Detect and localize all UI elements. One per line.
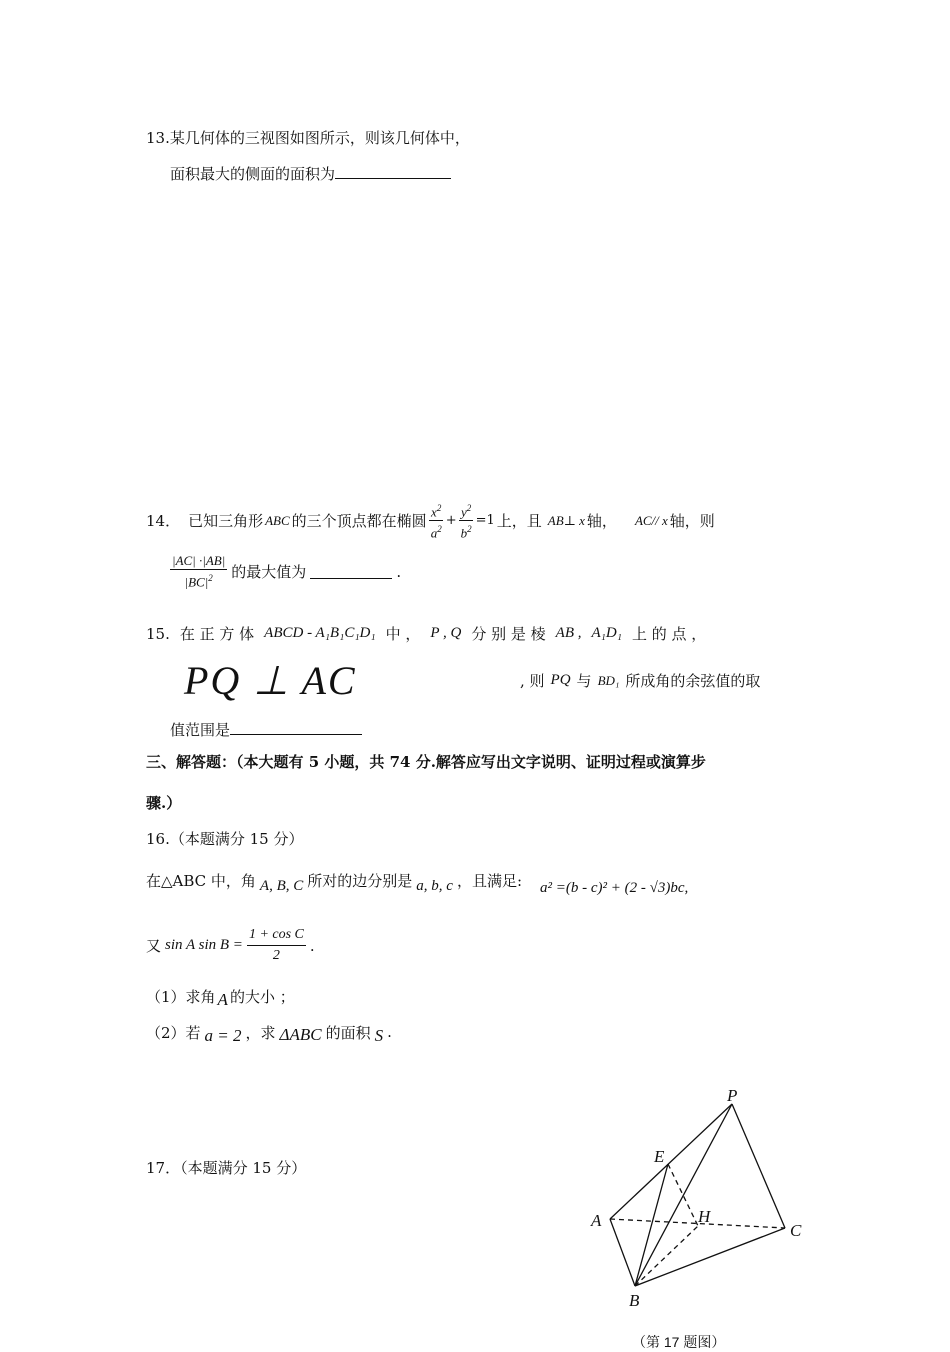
q14-text-d: 轴， [586, 512, 617, 531]
q16-text-b: 所对的边分别是 [307, 872, 413, 890]
q14-text-f: 的最大值为 [231, 563, 307, 582]
label-H: H [698, 1207, 711, 1226]
q15-text-g: 所成角的余弦值的取 [625, 672, 761, 690]
q16-angles: A, B, C [259, 878, 304, 894]
q15-text-h: 值范围是 [170, 721, 231, 739]
q14-line1: 14． 已知三角形 ABC 的三个顶点都在椭圆 $\frac{x^2}{a^2}$ + $\frac{y^2}{b^2}$ =1 上，且 AB⊥ x 轴， AC// x 轴，则 [146, 500, 715, 542]
q13-text2: 面积最大的侧面的面积为 [170, 165, 336, 183]
q14-text-e: 轴，则 [669, 512, 715, 531]
q14-line2 [170, 553, 401, 590]
q15-cube: ABCD - A₁B₁C₁D₁ [264, 625, 376, 641]
q17-header: 17．（本题满分 15 分） [146, 1159, 307, 1177]
q16-end: . [309, 936, 315, 955]
q15-bd1: BD₁ [597, 672, 620, 688]
q17-figure-caption: （第 17 题图） [632, 1334, 726, 1350]
q16-header: 16.（本题满分 15 分） [146, 830, 304, 848]
q15-text-e: , 则 [520, 672, 545, 690]
q16-part1-var: A [217, 990, 228, 1009]
q16-part2-s: S [374, 1026, 384, 1045]
edge-BH [635, 1226, 698, 1286]
q14-text-b: 的三个顶点都在椭圆 [291, 512, 427, 531]
label-A: A [591, 1211, 602, 1230]
q14-end: . [396, 562, 402, 581]
q14-ellipse-y-frac: $\frac{y^2}{b^2}$ [459, 500, 474, 542]
q16-part2 [146, 1018, 392, 1046]
q16-text-a: 在△ABC 中，角 [146, 872, 256, 890]
q16-sides: a, b, c [416, 878, 453, 894]
q17-tetrahedron-figure [580, 1074, 840, 1344]
q13-text: 某几何体的三视图如图所示，则该几何体中， [169, 129, 470, 147]
edge-EB [635, 1164, 668, 1286]
q15-big-formula: PQ ⊥ AC [184, 658, 357, 703]
q15-text-b: 中 ， [385, 625, 421, 643]
q15-number: 15. [146, 624, 170, 643]
q13-line2 [170, 163, 451, 184]
edge-PB [635, 1104, 732, 1286]
q16-equation: a² =(b - c)² + (2 - √3)bc, [540, 880, 689, 896]
label-E: E [654, 1147, 665, 1166]
q16-line1 [146, 864, 688, 897]
edge-BC [635, 1228, 785, 1286]
label-B: B [629, 1291, 640, 1310]
q15-answer-blank[interactable] [230, 720, 362, 735]
q16-part2-a: （2）若 [146, 1023, 201, 1042]
q13-answer-blank[interactable] [335, 164, 451, 179]
label-C: C [790, 1221, 802, 1240]
edge-PA [610, 1104, 732, 1219]
q15-pq: PQ [550, 672, 571, 688]
q15-ab: AB , [555, 625, 582, 641]
q15-text-d: 上 的 点 ， [631, 625, 707, 643]
edge-AB [610, 1219, 635, 1286]
q16-text-d: 又 [146, 937, 162, 955]
q15-text-c: 分 别 是 棱 [471, 625, 546, 643]
q14-ab-perp: AB⊥ x [547, 512, 585, 528]
q13-line1 [146, 127, 470, 148]
q15-line2 [184, 657, 760, 704]
section3-title-cont: 骤.） [146, 794, 182, 812]
section3-title: 三、解答题：（本大题有 5 小题，共 74 分.解答应写出文字说明、证明过程或演算步 [146, 753, 706, 771]
q16-sin-expr: sin A sin B = [165, 937, 243, 953]
q16-text-c: ，且满足: [456, 872, 523, 890]
q16-part2-tri: ΔABC [279, 1025, 322, 1044]
q13-number: 13. [146, 129, 170, 147]
q16-part1 [146, 982, 295, 1010]
q15-a1d1: A₁D₁ [591, 625, 622, 641]
q14-answer-blank[interactable] [310, 564, 392, 579]
q16-part2-b: ，求 [245, 1023, 276, 1042]
q14-ac-par: AC// x [634, 512, 668, 528]
q16-part2-eq: a = 2 [204, 1026, 242, 1045]
q14-text-c: 上，且 [496, 512, 542, 531]
q15-line3 [170, 719, 362, 740]
q16-cos-frac: $\frac{\text{1 + cos C}}{2}$ [248, 927, 304, 963]
label-P: P [727, 1086, 738, 1105]
q16-part1-b: 的大小 ； [229, 987, 295, 1006]
q14-ellipse-x-frac: $\frac{x^2}{a^2}$ [429, 500, 444, 542]
q16-part2-c: 的面积 [325, 1023, 371, 1042]
q15-text-a: 在 正 方 体 [179, 625, 255, 643]
q16-line2 [146, 925, 315, 966]
q14-text-a: 已知三角形 [188, 512, 264, 531]
q14-abc: ABC [265, 512, 290, 528]
q16-part1-a: （1）求角 [146, 987, 216, 1006]
q15-line1 [146, 623, 706, 644]
q15-pq-points: P , Q [430, 625, 462, 641]
q14-ratio-frac: $\frac{|AC| \cdot|AB|}{|BC|^2}$ [172, 553, 226, 590]
q15-text-f: 与 [576, 672, 592, 690]
edge-PC [732, 1104, 785, 1228]
q14-ellipse-eq: =1 [475, 513, 495, 529]
q16-part2-end: . [387, 1023, 392, 1041]
q14-number: 14． [146, 512, 181, 531]
